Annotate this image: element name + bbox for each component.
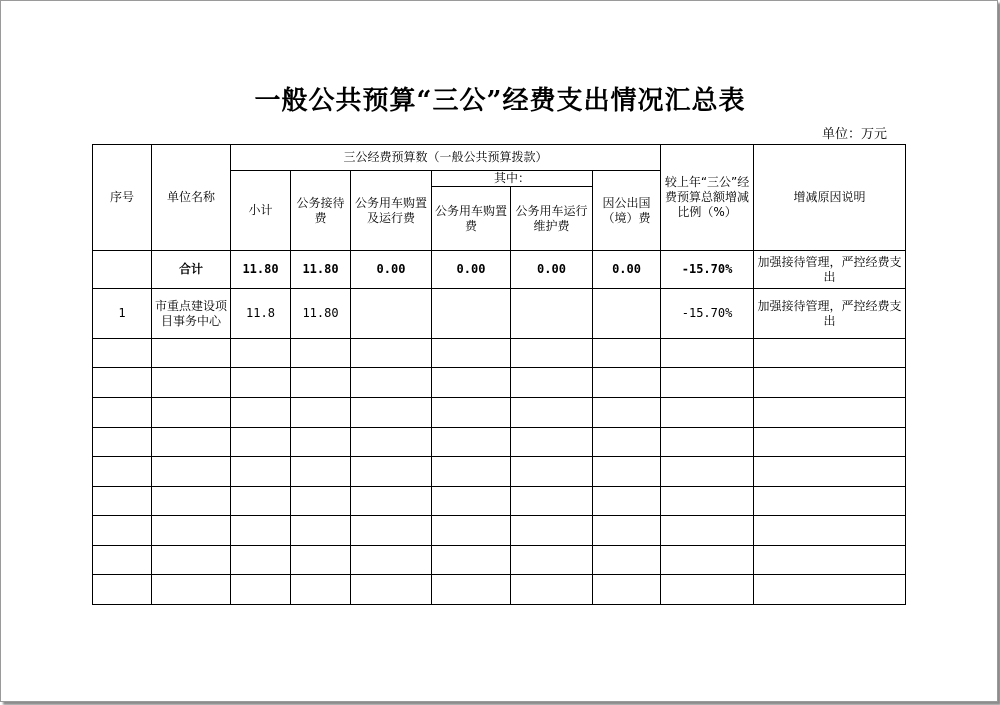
cell-overseas: 0.00 bbox=[593, 251, 661, 289]
header-vehicle-purchase: 公务用车购置费 bbox=[432, 187, 511, 251]
table-row-empty bbox=[93, 487, 906, 516]
table-row-empty bbox=[93, 339, 906, 368]
cell-vehicle-maint bbox=[511, 289, 593, 339]
cell-vehicle-purchase: 0.00 bbox=[432, 251, 511, 289]
table-row-empty bbox=[93, 457, 906, 487]
cell-vehicle-po: 0.00 bbox=[351, 251, 432, 289]
cell-vehicle-purchase bbox=[432, 289, 511, 339]
page-title: 一般公共预算“三公”经费支出情况汇总表 bbox=[254, 86, 746, 116]
cell-subtotal: 11.80 bbox=[231, 251, 291, 289]
header-group: 三公经费预算数（一般公共预算拨款） bbox=[231, 145, 661, 171]
unit-label: 单位：万元 bbox=[822, 127, 888, 142]
header-overseas: 因公出国（境）费 bbox=[593, 171, 661, 251]
cell-ratio: -15.70% bbox=[661, 289, 754, 339]
table-row bbox=[93, 289, 906, 339]
header-vehicle-maintenance: 公务用车运行维护费 bbox=[511, 187, 593, 251]
header-reception: 公务接待费 bbox=[291, 171, 351, 251]
table-row-empty bbox=[93, 575, 906, 605]
cell-seq bbox=[93, 251, 152, 289]
cell-reception: 11.80 bbox=[291, 289, 351, 339]
header-seq: 序号 bbox=[93, 145, 152, 251]
cell-reason: 加强接待管理，严控经费支出 bbox=[754, 251, 906, 289]
cell-seq: 1 bbox=[93, 289, 152, 339]
table-row-empty bbox=[93, 368, 906, 398]
table-row-empty bbox=[93, 428, 906, 457]
cell-name: 市重点建设项目事务中心 bbox=[152, 289, 231, 339]
header-unit-name: 单位名称 bbox=[152, 145, 231, 251]
budget-table bbox=[92, 144, 906, 605]
table-row-empty bbox=[93, 398, 906, 428]
cell-reception: 11.80 bbox=[291, 251, 351, 289]
table-row-empty bbox=[93, 546, 906, 575]
table-row-empty bbox=[93, 516, 906, 546]
cell-reason: 加强接待管理，严控经费支出 bbox=[754, 289, 906, 339]
cell-vehicle-maint: 0.00 bbox=[511, 251, 593, 289]
header-reason: 增减原因说明 bbox=[754, 145, 906, 251]
cell-ratio: -15.70% bbox=[661, 251, 754, 289]
cell-vehicle-po bbox=[351, 289, 432, 339]
table-row-total bbox=[93, 251, 906, 289]
cell-overseas bbox=[593, 289, 661, 339]
cell-subtotal: 11.8 bbox=[231, 289, 291, 339]
header-change-ratio: 较上年“三公”经费预算总额增减比例（%） bbox=[661, 145, 754, 251]
cell-name: 合计 bbox=[152, 251, 231, 289]
header-vehicle-po: 公务用车购置及运行费 bbox=[351, 171, 432, 251]
header-subtotal: 小计 bbox=[231, 171, 291, 251]
header-of-which: 其中： bbox=[432, 171, 593, 187]
